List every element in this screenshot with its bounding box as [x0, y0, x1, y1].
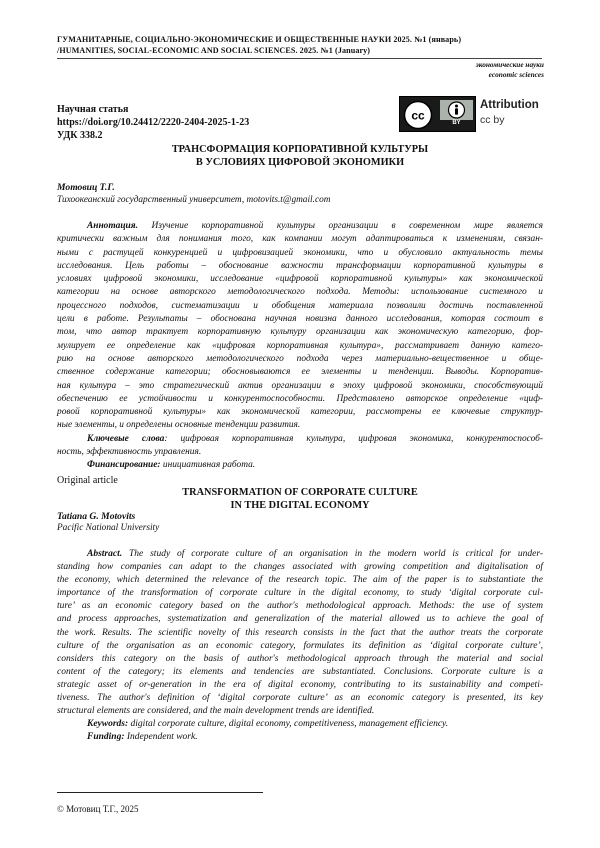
- abstract-ru-line: том, что автор трактует корпоративную культуру организации как экономическую категорию, фор-: [57, 327, 543, 338]
- keywords-en: Keywords: digital corporate culture, digital economy, competitiveness, management efficiency.: [87, 719, 449, 730]
- author-en: Tatiana G. Motovits: [57, 511, 136, 522]
- abstract-en-line: the work. Results. The scientific novelty of this research consists in the fact that the author treats the corporate: [57, 627, 543, 638]
- abstract-ru-line: исследования. Цель работы – обоснование важности трансформации корпоративной культуры в: [57, 260, 543, 271]
- keywords-ru-line: ность, эффективность управления.: [57, 447, 202, 458]
- license-code: cc by: [480, 114, 505, 126]
- cc-by-label: BY: [452, 120, 461, 126]
- title-en: [0, 487, 600, 512]
- abstract-ru-line: условиях цифровой экономики, исследование «цифровой корпоративной культуры» как экономической: [57, 274, 543, 285]
- abstract-en-line: considers this category on the basis of author's methodological approach through the material and social: [57, 653, 543, 664]
- abstract-en-line: strategic asset of or-generation in the era of digital economy, contributing to its sustainability and competi-: [57, 679, 543, 690]
- abstract-en-line: importance of the transformation of corporate culture in the digital economy, to study ‘digital corporate cul-: [57, 588, 543, 599]
- license-title: Attribution: [480, 99, 539, 111]
- funding-en: Funding: Independent work.: [87, 732, 198, 743]
- article-meta: [57, 104, 249, 142]
- abstract-ru-line: ными с растущей конкуренцией и цифровизацией экономики, что и обусловило актуальность темы: [57, 247, 543, 258]
- author-ru: Мотовиц Т.Г.: [57, 182, 115, 193]
- title-en-line-1: TRANSFORMATION OF CORPORATE CULTURE: [182, 487, 418, 498]
- abstract-en-line: the economy, which determined the relevance of the research topic. The aim of the paper is to substantiate the: [57, 575, 543, 586]
- doi-link[interactable]: https://doi.org/10.24412/2220-2404-2025-1-23: [57, 116, 250, 128]
- abstract-en-label: Abstract.: [87, 549, 123, 559]
- abstract-ru-line: категории на основе авторского методологического подхода. Методы: использование системного и: [57, 287, 543, 298]
- title-en-line-2: IN THE DIGITAL ECONOMY: [230, 499, 370, 511]
- abstract-ru-line: обеспечению ее устойчивости и конкурентоспособности. Представлено авторское определение «циф-: [57, 393, 543, 404]
- abstract-en-line: tiveness. The author's definition of ‘digital corporate culture’ as an economic category is presented, its key: [57, 693, 543, 704]
- license-text: [480, 97, 539, 127]
- abstract-en-line: and process approaches, systematization and generalization of the material allowed us to achieve the goal of: [57, 614, 543, 625]
- funding-ru-label: Финансирование:: [87, 460, 161, 471]
- title-ru: [0, 144, 600, 169]
- udc-code: УДК 338.2: [57, 129, 103, 141]
- abstract-ru-label: Аннотация.: [87, 221, 138, 231]
- abstract-en: [57, 548, 543, 744]
- abstract-ru-line: критически важным для понимания того, как компании могут адаптироваться к изменениям, связан-: [57, 234, 543, 245]
- abstract-en-line: content of the category; its elements and tendencies are substantiated. Conclusions. Corporate culture is a: [57, 666, 543, 677]
- journal-header: [57, 35, 547, 56]
- section-en: economic sciences: [488, 69, 544, 79]
- svg-text:cc: cc: [411, 108, 425, 123]
- abstract-ru-line: цели в работе. Результаты – обоснована научная новизна данного исследования, которая состоит в: [57, 314, 543, 325]
- copyright-notice: © Мотовиц Т.Г., 2025: [57, 804, 139, 814]
- title-ru-line-2: В УСЛОВИЯХ ЦИФРОВОЙ ЭКОНОМИКИ: [195, 156, 405, 168]
- abstract-ru-line: ная культура – это стратегический актив организации в эпоху цифровой экономики, способствующий: [57, 380, 543, 391]
- abstract-ru-line: ные элементы, и определены основные тенденции развития.: [57, 420, 301, 431]
- abstract-en-line: structural elements are considered, and the main development trends are identified.: [57, 706, 375, 717]
- title-ru-line-1: ТРАНСФОРМАЦИЯ КОРПОРАТИВНОЙ КУЛЬТУРЫ: [171, 144, 429, 155]
- affiliation-en: Pacific National University: [57, 523, 160, 533]
- keywords-ru: Ключевые слова: цифровая корпоративная культура, цифровая экономика, конкурентоспособ-: [87, 433, 543, 444]
- abstract-ru-line: рию на основе авторского методологического подхода через материально-вещественное и обще-: [57, 353, 543, 364]
- abstract-en-line: culture of the organisation as an economic category, formulates its definition as ‘digital corporate culture’,: [57, 640, 543, 651]
- abstract-en-line: ture’ as an economic category based on the author's methodological approach. Methods: the use of system: [57, 601, 543, 612]
- abstract-en-line: Abstract. The study of corporate culture of an organisation in the modern world is critical for under-: [87, 549, 543, 559]
- funding-ru: Финансирование: инициативная работа.: [87, 460, 256, 471]
- abstract-ru-line: ровой корпоративной культуры» как экономической категории, рассмотрены ее ключевые структур-: [57, 407, 543, 418]
- abstract-ru-line: ственное содержание категории; обосновываются ее элементы и тенденции. Выводы. Корпоратив-: [57, 367, 543, 378]
- funding-en-label: Funding:: [87, 732, 125, 743]
- section-tag: [476, 60, 544, 79]
- abstract-en-line: standing how companies can adapt to the changes associated with growing competition and digitalisation of: [57, 562, 543, 573]
- journal-title-ru: ГУМАНИТАРНЫЕ, СОЦИАЛЬНО-ЭКОНОМИЧЕСКИЕ И ОБЩЕСТВЕННЫЕ НАУКИ 2025. №1 (январь): [57, 35, 462, 44]
- creative-commons-icon: [403, 100, 433, 130]
- affiliation-ru: Тихоокеанский государственный университет, motovits.t@gmail.com: [57, 195, 331, 205]
- keywords-ru-label: Ключевые слова: [87, 433, 165, 444]
- footnote-divider: [57, 792, 263, 793]
- header-divider: [57, 58, 542, 59]
- abstract-ru-line: Аннотация. Изучение корпоративной культуры организации в современном мире является: [87, 221, 543, 231]
- abstract-ru: [57, 220, 543, 473]
- attribution-person-icon: [440, 100, 473, 120]
- article-type: Научная статья: [57, 104, 129, 115]
- abstract-ru-line: процессного подходов, систематизации и обобщения материала позволили достичь поставленной: [57, 300, 543, 311]
- cc-license-badge[interactable]: [399, 96, 476, 132]
- original-article-label: Original article: [57, 475, 118, 486]
- section-ru: экономические науки: [475, 60, 544, 69]
- keywords-en-label: Keywords:: [87, 719, 129, 730]
- journal-title-en: /HUMANITIES, SOCIAL-ECONOMIC AND SOCIAL SCIENCES. 2025. №1 (January): [57, 45, 371, 55]
- abstract-ru-line: мулирует ее определение как «цифровая корпоративная культура», рассматривает данную катего-: [57, 340, 543, 351]
